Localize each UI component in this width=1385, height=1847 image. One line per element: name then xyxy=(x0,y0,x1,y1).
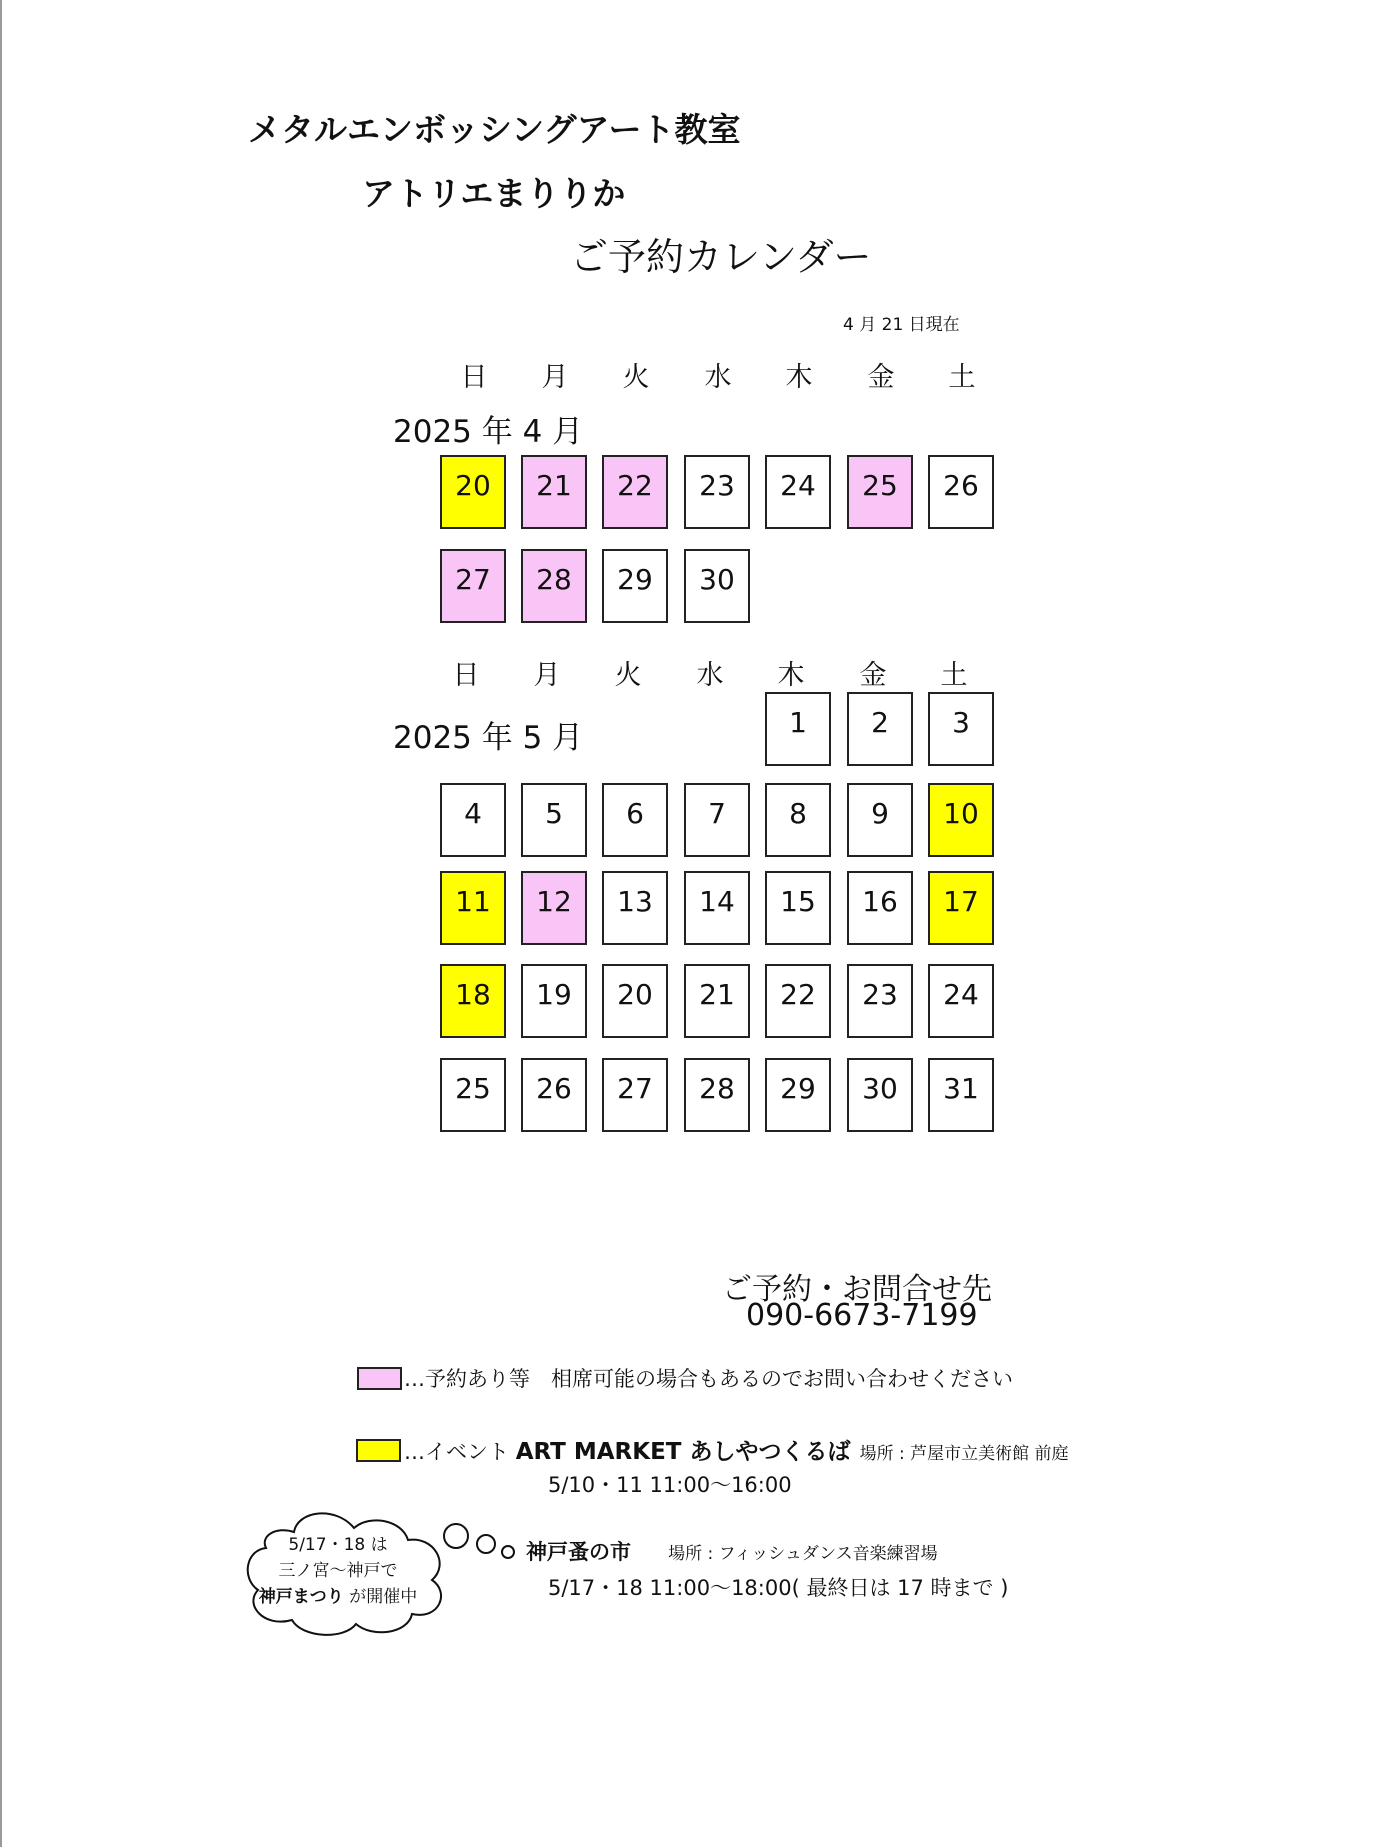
as-of-date: 4 月 21 日現在 xyxy=(843,315,960,335)
calendar-day xyxy=(684,549,750,623)
calendar-day xyxy=(684,783,750,857)
calendar-day xyxy=(684,964,750,1038)
day-number: 20 xyxy=(455,469,491,502)
day-number: 23 xyxy=(699,469,735,502)
day-number: 26 xyxy=(536,1072,572,1105)
day-number: 4 xyxy=(464,797,482,830)
event-name: ART MARKET あしやつくるば xyxy=(515,1439,851,1465)
day-number: 27 xyxy=(455,563,491,596)
calendar-day xyxy=(684,1058,750,1132)
school-name: メタルエンボッシングアート教室 xyxy=(248,110,741,149)
day-number: 29 xyxy=(617,563,653,596)
calendar-day xyxy=(440,871,506,945)
calendar-day xyxy=(765,783,831,857)
event-place: 場所 : 芦屋市立美術館 前庭 xyxy=(859,1444,1069,1464)
day-number: 14 xyxy=(699,885,735,918)
weekday-label: 火 xyxy=(622,362,650,393)
calendar-day xyxy=(602,455,668,529)
weekday-label: 日 xyxy=(460,362,488,393)
day-number: 28 xyxy=(536,563,572,596)
legend-reserved-text: …予約あり等 相席可能の場合もあるのでお問い合わせください xyxy=(404,1367,1013,1391)
legend-event-swatch xyxy=(356,1439,401,1462)
day-number: 20 xyxy=(617,978,653,1011)
calendar-day xyxy=(928,692,994,766)
calendar-day xyxy=(765,964,831,1038)
day-number: 7 xyxy=(708,797,726,830)
weekday-label: 水 xyxy=(704,362,732,393)
day-number: 6 xyxy=(626,797,644,830)
weekday-label: 月 xyxy=(533,660,561,691)
day-number: 13 xyxy=(617,885,653,918)
day-number: 23 xyxy=(862,978,898,1011)
atelier-name: アトリエまりりか xyxy=(362,174,626,213)
calendar-day xyxy=(928,783,994,857)
day-number: 22 xyxy=(780,978,816,1011)
calendar-day xyxy=(847,964,913,1038)
legend-reserved-swatch xyxy=(357,1367,402,1390)
weekday-label: 日 xyxy=(452,660,480,691)
calendar-day xyxy=(684,455,750,529)
event-time: 5/10・11 11:00〜16:00 xyxy=(548,1473,792,1497)
calendar-day xyxy=(521,783,587,857)
day-number: 25 xyxy=(862,469,898,502)
event2-line xyxy=(526,1536,938,1566)
weekday-label: 土 xyxy=(940,660,968,691)
day-number: 29 xyxy=(780,1072,816,1105)
event2-name: 神戸蚤の市 xyxy=(526,1540,631,1564)
calendar-day xyxy=(440,549,506,623)
calendar-day xyxy=(928,964,994,1038)
calendar-day xyxy=(602,783,668,857)
contact-phone: 090-6673-7199 xyxy=(746,1298,978,1333)
calendar-day xyxy=(602,1058,668,1132)
day-number: 25 xyxy=(455,1072,491,1105)
day-number: 24 xyxy=(943,978,979,1011)
day-number: 5 xyxy=(545,797,563,830)
weekday-label: 木 xyxy=(777,660,805,691)
day-number: 21 xyxy=(699,978,735,1011)
day-number: 18 xyxy=(455,978,491,1011)
calendar-day xyxy=(765,1058,831,1132)
page-edge xyxy=(0,0,2,1847)
day-number: 1 xyxy=(789,706,807,739)
day-number: 3 xyxy=(952,706,970,739)
weekday-label: 火 xyxy=(614,660,642,691)
calendar-day xyxy=(602,871,668,945)
cloud-festival-name: 神戸まつり xyxy=(258,1587,344,1607)
legend-event-prefix: …イベント xyxy=(404,1440,516,1464)
calendar-day xyxy=(847,692,913,766)
day-number: 10 xyxy=(943,797,979,830)
calendar-day xyxy=(440,1058,506,1132)
day-number: 27 xyxy=(617,1072,653,1105)
weekday-label: 金 xyxy=(867,362,895,393)
may-month-label: 2025 年 5 月 xyxy=(393,720,584,756)
day-number: 12 xyxy=(536,885,572,918)
calendar-day xyxy=(847,783,913,857)
calendar-day xyxy=(602,549,668,623)
day-number: 17 xyxy=(943,885,979,918)
cloud-festival-rest: が開催中 xyxy=(343,1587,418,1607)
calendar-day xyxy=(521,964,587,1038)
day-number: 11 xyxy=(455,885,491,918)
day-number: 21 xyxy=(536,469,572,502)
calendar-day xyxy=(521,871,587,945)
calendar-day xyxy=(765,455,831,529)
day-number: 30 xyxy=(862,1072,898,1105)
calendar-day xyxy=(847,1058,913,1132)
calendar-day xyxy=(684,871,750,945)
cloud-line-3 xyxy=(253,1585,423,1609)
calendar-day xyxy=(602,964,668,1038)
calendar-day xyxy=(521,455,587,529)
day-number: 31 xyxy=(943,1072,979,1105)
weekday-label: 土 xyxy=(948,362,976,393)
calendar-day xyxy=(521,549,587,623)
day-number: 22 xyxy=(617,469,653,502)
calendar-day xyxy=(440,964,506,1038)
calendar-day xyxy=(928,871,994,945)
weekday-label: 木 xyxy=(785,362,813,393)
calendar-day xyxy=(928,1058,994,1132)
calendar-day xyxy=(765,871,831,945)
day-number: 15 xyxy=(780,885,816,918)
day-number: 26 xyxy=(943,469,979,502)
day-number: 8 xyxy=(789,797,807,830)
april-month-label: 2025 年 4 月 xyxy=(393,414,584,450)
calendar-day xyxy=(765,692,831,766)
day-number: 9 xyxy=(871,797,889,830)
calendar-day xyxy=(847,871,913,945)
event2-place: 場所 : フィッシュダンス音楽練習場 xyxy=(668,1544,938,1564)
calendar-day xyxy=(440,455,506,529)
calendar-day xyxy=(928,455,994,529)
page-title: ご予約カレンダー xyxy=(570,235,872,279)
event2-time: 5/17・18 11:00〜18:00( 最終日は 17 時まで ) xyxy=(548,1576,1009,1600)
day-number: 16 xyxy=(862,885,898,918)
weekday-label: 月 xyxy=(541,362,569,393)
calendar-day xyxy=(847,455,913,529)
weekday-label: 水 xyxy=(696,660,724,691)
day-number: 30 xyxy=(699,563,735,596)
day-number: 19 xyxy=(536,978,572,1011)
contact-label: ご予約・お問合せ先 xyxy=(722,1272,992,1307)
cloud-line-1: 5/17・18 は xyxy=(288,1535,388,1555)
day-number: 24 xyxy=(780,469,816,502)
legend-event-line xyxy=(404,1433,1069,1466)
day-number: 2 xyxy=(871,706,889,739)
calendar-day xyxy=(440,783,506,857)
cloud-line-2: 三ノ宮〜神戸で xyxy=(278,1561,398,1581)
day-number: 28 xyxy=(699,1072,735,1105)
weekday-label: 金 xyxy=(859,660,887,691)
calendar-day xyxy=(521,1058,587,1132)
